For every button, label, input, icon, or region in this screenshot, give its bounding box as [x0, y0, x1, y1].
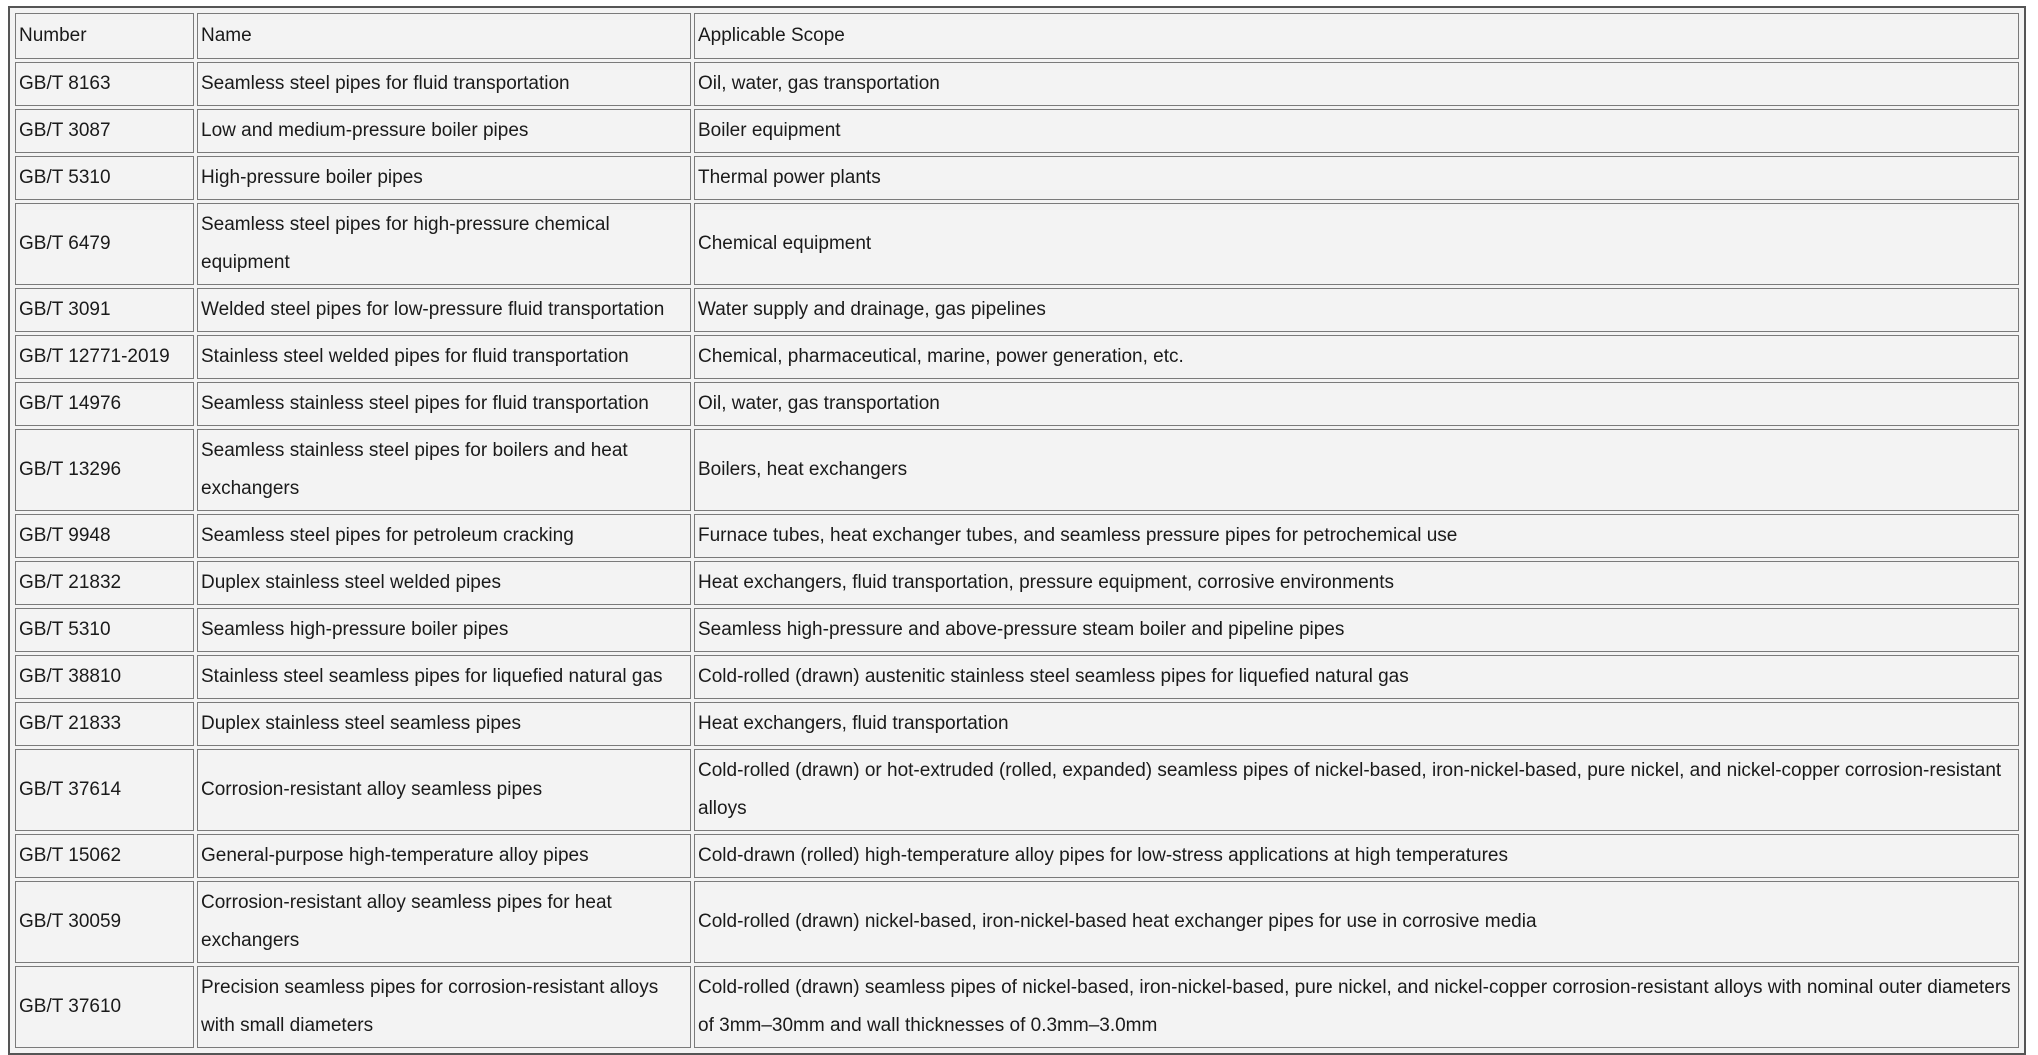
cell-number: GB/T 30059 [15, 881, 194, 963]
cell-name: Seamless stainless steel pipes for boilers and heat exchangers [197, 429, 691, 511]
cell-applicable-scope: Chemical equipment [694, 203, 2019, 285]
cell-number: GB/T 14976 [15, 382, 194, 426]
table-row [15, 109, 2019, 153]
cell-applicable-scope: Thermal power plants [694, 156, 2019, 200]
cell-number: GB/T 3091 [15, 288, 194, 332]
table-row [15, 288, 2019, 332]
cell-number: GB/T 37610 [15, 966, 194, 1048]
cell-number: GB/T 13296 [15, 429, 194, 511]
cell-name: Stainless steel welded pipes for fluid transportation [197, 335, 691, 379]
cell-number: GB/T 21833 [15, 702, 194, 746]
cell-number: GB/T 6479 [15, 203, 194, 285]
cell-name: Seamless steel pipes for fluid transportation [197, 62, 691, 106]
cell-applicable-scope: Boilers, heat exchangers [694, 429, 2019, 511]
cell-number: GB/T 15062 [15, 834, 194, 878]
table-row [15, 514, 2019, 558]
cell-number: GB/T 5310 [15, 156, 194, 200]
cell-name: Seamless steel pipes for petroleum cracking [197, 514, 691, 558]
cell-number: GB/T 21832 [15, 561, 194, 605]
cell-name: High-pressure boiler pipes [197, 156, 691, 200]
cell-applicable-scope: Water supply and drainage, gas pipelines [694, 288, 2019, 332]
table-row [15, 156, 2019, 200]
cell-name: General-purpose high-temperature alloy pipes [197, 834, 691, 878]
cell-applicable-scope: Chemical, pharmaceutical, marine, power generation, etc. [694, 335, 2019, 379]
cell-number: GB/T 5310 [15, 608, 194, 652]
cell-applicable-scope: Oil, water, gas transportation [694, 382, 2019, 426]
cell-name: Corrosion-resistant alloy seamless pipes [197, 749, 691, 831]
cell-number: GB/T 37614 [15, 749, 194, 831]
cell-applicable-scope: Cold-rolled (drawn) nickel-based, iron-nickel-based heat exchanger pipes for use in corrosive media [694, 881, 2019, 963]
cell-applicable-scope: Cold-rolled (drawn) seamless pipes of nickel-based, iron-nickel-based, pure nickel, and nickel-copper corrosion-resistant alloys with nominal outer diameters of 3mm–30mm and wall thicknesses of 0.3mm–3.0mm [694, 966, 2019, 1048]
cell-number: GB/T 9948 [15, 514, 194, 558]
cell-name: Seamless steel pipes for high-pressure chemical equipment [197, 203, 691, 285]
cell-name: Precision seamless pipes for corrosion-resistant alloys with small diameters [197, 966, 691, 1048]
table-header [15, 13, 2019, 59]
cell-applicable-scope: Seamless high-pressure and above-pressure steam boiler and pipeline pipes [694, 608, 2019, 652]
table-row [15, 335, 2019, 379]
table-row [15, 702, 2019, 746]
table-row [15, 561, 2019, 605]
standards-table [12, 10, 2022, 1051]
table-row [15, 62, 2019, 106]
table-row [15, 881, 2019, 963]
table-row [15, 203, 2019, 285]
table-row [15, 382, 2019, 426]
cell-name: Seamless stainless steel pipes for fluid transportation [197, 382, 691, 426]
table-body [15, 62, 2019, 1048]
cell-name: Duplex stainless steel seamless pipes [197, 702, 691, 746]
header-name: Name [197, 13, 691, 59]
cell-applicable-scope: Cold-drawn (rolled) high-temperature alloy pipes for low-stress applications at high temperatures [694, 834, 2019, 878]
standards-table-container [8, 6, 2026, 1055]
table-row [15, 655, 2019, 699]
table-row [15, 749, 2019, 831]
cell-name: Duplex stainless steel welded pipes [197, 561, 691, 605]
cell-number: GB/T 3087 [15, 109, 194, 153]
cell-name: Corrosion-resistant alloy seamless pipes for heat exchangers [197, 881, 691, 963]
cell-applicable-scope: Boiler equipment [694, 109, 2019, 153]
cell-name: Welded steel pipes for low-pressure fluid transportation [197, 288, 691, 332]
cell-applicable-scope: Oil, water, gas transportation [694, 62, 2019, 106]
header-number: Number [15, 13, 194, 59]
table-row [15, 608, 2019, 652]
cell-applicable-scope: Cold-rolled (drawn) or hot-extruded (rolled, expanded) seamless pipes of nickel-based, iron-nickel-based, pure nickel, and nickel-copper corrosion-resistant alloys [694, 749, 2019, 831]
cell-applicable-scope: Furnace tubes, heat exchanger tubes, and seamless pressure pipes for petrochemical use [694, 514, 2019, 558]
cell-applicable-scope: Cold-rolled (drawn) austenitic stainless steel seamless pipes for liquefied natural gas [694, 655, 2019, 699]
header-applicable-scope: Applicable Scope [694, 13, 2019, 59]
cell-number: GB/T 12771-2019 [15, 335, 194, 379]
cell-number: GB/T 8163 [15, 62, 194, 106]
cell-applicable-scope: Heat exchangers, fluid transportation [694, 702, 2019, 746]
header-row [15, 13, 2019, 59]
cell-name: Stainless steel seamless pipes for liquefied natural gas [197, 655, 691, 699]
table-row [15, 834, 2019, 878]
table-row [15, 966, 2019, 1048]
table-row [15, 429, 2019, 511]
cell-number: GB/T 38810 [15, 655, 194, 699]
cell-applicable-scope: Heat exchangers, fluid transportation, pressure equipment, corrosive environments [694, 561, 2019, 605]
cell-name: Seamless high-pressure boiler pipes [197, 608, 691, 652]
cell-name: Low and medium-pressure boiler pipes [197, 109, 691, 153]
